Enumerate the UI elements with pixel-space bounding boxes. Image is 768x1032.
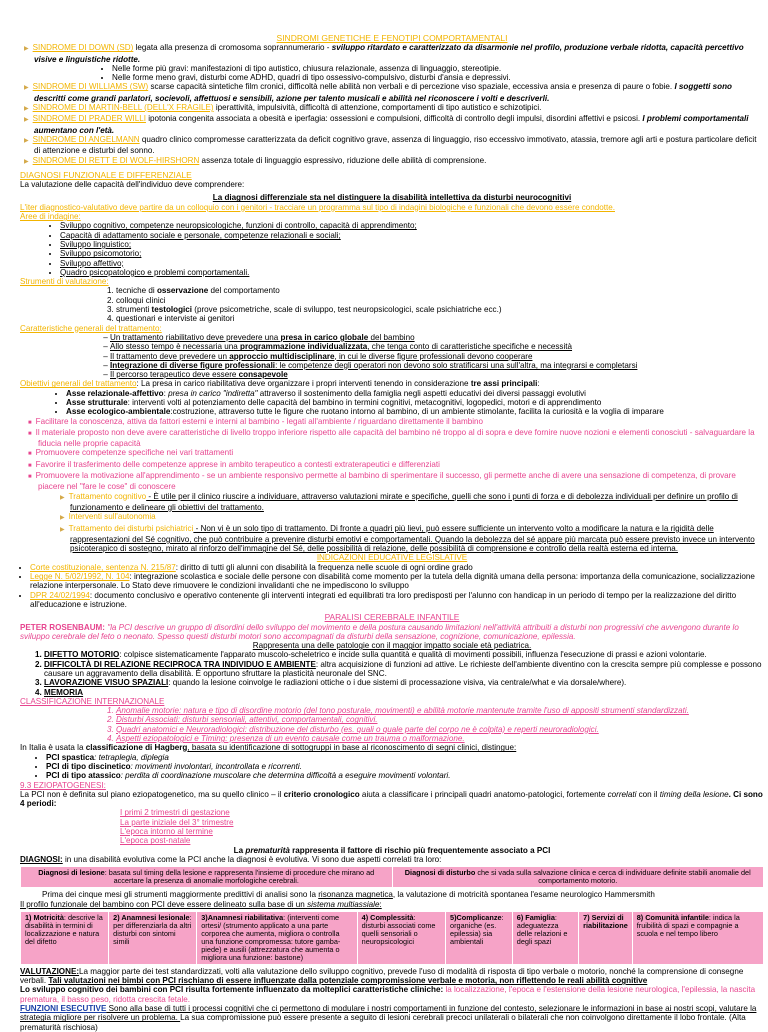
- strumenti-pre: colloqui clinici: [116, 295, 166, 305]
- sviluppo-bold: Lo sviluppo cognitivo dei bambini con PCI risulta fortemente influenzato da molteplici caratteristiche cliniche:: [20, 985, 446, 995]
- strumenti-heading: Strumenti di valutazione:: [20, 277, 109, 287]
- legislative-label: Legge N. 5/02/1992, N. 104: [30, 572, 130, 582]
- hagberg-item: [46, 762, 764, 771]
- strumenti-list: [20, 286, 764, 323]
- strumenti-item: [116, 296, 764, 305]
- syndrome-list: [20, 43, 764, 167]
- pink-bullet-list: [20, 417, 764, 492]
- valutazione-text: La maggior parte dei test standardizzati, volti alla valutazione dello sviluppo cognitivo, prevede l'uso di modalità di risposta di tipo verbale o motorio, nonché la comprensione di consegne verbali.: [20, 966, 744, 986]
- pci-item: [44, 688, 764, 697]
- strumenti-item: [116, 286, 764, 295]
- pci-bold: LAVORAZIONE VISUO SPAZIALI: [44, 678, 169, 688]
- diag-cell-bold: Diagnosi di lesione: [38, 868, 105, 878]
- hagberg-item-text: : perdita di coordinazione muscolare che determina difficoltà a eseguire movimenti volontari.: [120, 771, 451, 781]
- down-subitem: • Nelle forme meno gravi, disturbi come ADHD, quadri di tipo ossessivo-compulsivo, disturbi d'ansia e depressivi.: [112, 73, 764, 82]
- asse-bold: Asse strutturale: [66, 397, 128, 407]
- prematurita-pre: La: [233, 845, 246, 855]
- obiettivi-heading: Obiettivi generali del trattamento: [20, 379, 137, 389]
- syndrome-name: SINDROME DI RETT E DI WOLF-HIRSHORN: [32, 155, 200, 165]
- strumenti-pre: tecniche di: [116, 286, 157, 296]
- sviluppo-pink: la localizzazione, l'epoca e l'estensione della lesione neurologica, l'epilessia, la nascita prematura, il basso peso, ridotta crescita fetale.: [20, 985, 756, 1004]
- pci-list: [20, 650, 764, 696]
- strumenti-pre: questionari e interviste ai genitori: [116, 314, 235, 324]
- funzioni-block: [20, 1004, 764, 1032]
- caratt-pre: Il trattamento deve prevedere un: [110, 351, 230, 361]
- strumenti-item: [116, 305, 764, 314]
- ezio-post: aiuta a classificare i principali quadri anatomo-patologici, fortemente: [359, 789, 608, 799]
- ezio-end: con il: [636, 789, 660, 799]
- ezio-heading: 9.3 EZIOPATOGENESI:: [20, 780, 106, 790]
- pci-rosenbaum: [20, 623, 764, 642]
- hagberg-line: [20, 743, 764, 752]
- pci-item: [44, 650, 764, 659]
- hagberg-pre: In Italia è usata la: [20, 743, 86, 753]
- assi-cell-text: : disturbi associati come quelli sensoriali o neuropsicologici: [361, 912, 436, 946]
- caratt-bold: presa in carico globale: [280, 332, 369, 342]
- prima-pre: Prima dei cinque mesi gli strumenti maggiormente predittivi di analisi sono la: [42, 890, 319, 900]
- assi-table-cell: [357, 911, 445, 964]
- obiettivi-intro: : La presa in carico riabilitativa deve organizzare i propri interventi tenendo in considerazione: [136, 379, 471, 389]
- classif-item: 2. Disturbi Associati: disturbi sensoriali, attentivi, comportamentali, cognitivi.: [116, 715, 764, 724]
- pci-bold: DIFFICOLTÀ DI RELAZIONE RECIPROCA TRA INDIVIDUO E AMBIENTE: [44, 659, 316, 669]
- legislative-label: DPR 24/02/1994: [30, 590, 90, 600]
- assi-table-cell: [197, 911, 357, 964]
- asse-item: [66, 398, 764, 407]
- strumenti-post: del comportamento: [208, 286, 280, 296]
- assi-table-cell: [109, 911, 197, 964]
- profilo-line: [20, 900, 764, 909]
- caratt-heading: Caratteristiche generali del trattamento:: [20, 323, 162, 333]
- syndrome-item: [34, 156, 764, 167]
- caratt-item: [110, 370, 764, 379]
- hagberg-item: [46, 771, 764, 780]
- diag-table: [20, 866, 764, 888]
- caratt-post: : le competenze degli operatori non devono solo stratificarsi una sull'altra, ma integrarsi e completarsi: [275, 360, 638, 370]
- prematurita-line: [20, 846, 764, 855]
- syndrome-item: [34, 43, 764, 82]
- pci-text: : colpisce sistematicamente l'apparato muscolo-scheletrico e incide sulla quantità e qualità di movimenti possibili, influenza l'esecuzione di prassi e azioni volontarie.: [119, 650, 707, 660]
- pink-bullet-item: ■ Facilitare la conoscenza, attiva da fattori esterni e interni al bambino - legati all'ambiente / riguardano direttamente il bambino: [38, 417, 764, 428]
- assi-cell-bold: 6) Famiglia: [516, 912, 555, 922]
- down-subitems: [34, 64, 764, 83]
- syndrome-item: [34, 82, 764, 103]
- caratt-item: [110, 352, 764, 361]
- asse-text: :: [163, 388, 169, 398]
- classif-item: 4. Aspetti eziopatologici e Timing: presenza di un evento causale come un trauma o malformazione.: [116, 734, 764, 743]
- obiettivi-line: Obiettivi generali del trattamento: La presa in carico riabilitativa deve organizzare i propri interventi tenendo in considerazione tre assi principali:: [20, 379, 540, 389]
- syndrome-text: assenza totale di linguaggio espressivo, riduzione delle abilità di comprensione.: [199, 155, 487, 165]
- legislative-list: [20, 563, 764, 609]
- classif-item: 3. Quadri anatomici e Neuroradiologici: distribuzione del disturbo (es. quali o quale parte del corpo ne è colpita) e reperti neuroradiologici.: [116, 725, 764, 734]
- ezio-text: [20, 790, 764, 809]
- strumenti-pre: strumenti: [116, 305, 152, 315]
- legislative-item: [30, 572, 764, 591]
- tratt-label: Trattamento dei disturbi psichiatrici: [68, 523, 194, 533]
- tratt-list: [20, 492, 764, 554]
- syndrome-emphasis: I soggetti sono descritti come grandi parlatori, socievoli, affettuosi e sensibili, azione per talento musicali e abilità nel riconoscere i volti e descriverli.: [34, 82, 732, 103]
- funzioni-text: Sono alla base di tutti i processi cognitivi che ci permettono di modulare i nostri comportamenti in funzione del contesto, selezionare le informazioni in base ai nostri scopi, valutare la strategia migliore per risolvere un problema.: [20, 1004, 757, 1023]
- valutazione-label: VALUTAZIONE:: [20, 966, 80, 976]
- aree-item: • Sviluppo cognitivo, competenze neuropsicologiche, funzioni di controllo, capacità di apprendimento;: [60, 221, 764, 230]
- legislative-label: Corte costituzionale, sentenza N. 215/87: [30, 562, 176, 572]
- caratt-item: [110, 333, 764, 342]
- legislative-item: [30, 563, 764, 572]
- profilo-pre: Il profilo funzionale del bambino con PCI deve essere delineato sulla base di un: [20, 899, 308, 909]
- pci-item: [44, 678, 764, 687]
- sviluppo-block: [20, 985, 764, 1004]
- caratt-bold: approccio multidisciplinare: [229, 351, 335, 361]
- valutazione-bold: Tali valutazioni nei bimbi con PCI rischiano di essere influenzate dalla potenziale compromissione verbale e motoria, non riflettendo le reali abilità cognitive: [48, 976, 648, 986]
- syndrome-name: SINDROME DI PRADER WILLI: [32, 114, 146, 124]
- prima-underline: risonanza magnetica: [318, 890, 393, 900]
- hagberg-bold: classificazione di Hagberg: [85, 743, 188, 753]
- asse-italic: presa in carico "indiretta": [168, 388, 258, 398]
- caratt-pre: Il percorso terapeutico deve essere: [110, 370, 239, 380]
- doc-title: SINDROMI GENETICHE E FENOTIPI COMPORTAMENTALI: [276, 33, 508, 43]
- syndrome-name: SINDROME DI DOWN (SD): [32, 43, 134, 53]
- diag-table-cell: [392, 867, 764, 888]
- assi-cell-text: : descrive la disabilità in termini di localizzazione e natura del difetto: [25, 912, 103, 946]
- caratt-pre: Allo stesso tempo è necessaria una: [110, 342, 241, 352]
- diag-intro: La valutazione delle capacità dell'individuo deve comprendere:: [20, 180, 245, 190]
- syndrome-text: legata alla presenza di cromosoma soprannumerario -: [133, 43, 332, 53]
- diagnosi-label: DIAGNOSI:: [20, 854, 63, 864]
- assi-cell-bold: 5)Complicanze: [450, 912, 502, 922]
- hagberg-item-text: : tetraplegia, diplegia: [94, 752, 169, 762]
- syndrome-name: SINDROME DI WILLIAMS (SW): [32, 82, 149, 92]
- assi-cell-bold: 2) Anamnesi lesionale: [113, 912, 190, 922]
- syndrome-text: iperattività, impulsività, difficoltà di attenzione, comportamenti di tipo autistico e schizotipici.: [213, 103, 542, 113]
- syndrome-emphasis: sviluppo ritardato e caratterizzato da disarmonie nel profilo, produzione verbale ridotta, capacità percettivo visive e linguistiche ridotte.: [34, 43, 744, 64]
- assi-cell-text: : (interventi come ortesi/ (strumento applicato a una parte corporea che aumenta, migliora o controlla una funzione compromessa: tutore gamba-piede) e ausili (attrezzatura che aumenta o migliora una funzione: bastone): [201, 912, 341, 962]
- diag-cell-text: che si vada sulla salvazione clinica e cerca di individuare definite stabili anomalie del comportamento motorio.: [475, 868, 751, 886]
- asse-bold: Asse ecologico-ambientale: [66, 407, 171, 417]
- caratt-bold: Integrazione di diverse figure professionali: [110, 360, 276, 370]
- obiettivi-intro-bold: tre assi principali: [470, 379, 538, 389]
- assi-table-cell: [579, 911, 633, 964]
- periodi-list: [20, 808, 764, 845]
- caratt-post: , che tenga conto di caratteristiche specifiche e necessità: [367, 342, 573, 352]
- assi-cell-bold: 8) Comunità infantile: [636, 912, 709, 922]
- tratt-item: [70, 512, 764, 523]
- assi-cell-bold: 3)Anamnesi riabilitativa: [201, 912, 284, 922]
- ezio-bold: criterio cronologico: [283, 789, 360, 799]
- hagberg-item-bold: PCI spastica: [46, 752, 95, 762]
- aree-heading: Aree di indagine:: [20, 212, 81, 222]
- prima-line: [20, 890, 764, 899]
- hagberg-item: [46, 753, 764, 762]
- periodo-item: L'epoca intorno al termine: [120, 827, 213, 837]
- prima-post: , la valutazione di motricità spontanea l'esame neurologico Hammersmith: [392, 890, 655, 900]
- assi-list: [20, 389, 764, 417]
- rosenbaum-label: PETER ROSENBAUM:: [20, 622, 105, 632]
- pink-bullet-item: ■ Favorire il trasferimento delle competenze apprese in ambito terapeutico a contesti extraterapeutici e differenziati: [38, 460, 764, 471]
- aree-item: • Capacità di adattamento sociale e personale, competenze relazionali e sociali;: [60, 231, 764, 240]
- pci-text: : quando la lesione coinvolge le radiazioni ottiche o i due sistemi di processazione visiva, via centrale/what e via dorsale/where).: [168, 678, 627, 688]
- syndrome-text: quadro clinico compromesse caratterizzata da deficit cognitivo grave, assenza di linguaggio, riso eccessivo immotivato, atassia, tremore agli arti e postura particolare deficit di attenzione e disturbi del sonno.: [34, 134, 757, 156]
- strumenti-bold: testologici: [151, 305, 193, 315]
- assi-cell-text: : adeguatezza delle relazioni e degli spazi: [516, 912, 568, 946]
- asse-bold: Asse relazionale-affettivo: [66, 388, 164, 398]
- ezio-italic: correlati: [607, 789, 637, 799]
- caratt-bold: consapevole: [238, 370, 288, 380]
- pci-heading: PARALISI CEREBRALE INFANTILE: [324, 612, 460, 623]
- strumenti-post: (prove psicometriche, scale di sviluppo, test neuropsicologici, scale psichiatriche ecc.): [192, 305, 502, 315]
- tratt-text: - È utile per il clinico riuscire a individuare, attraverso valutazioni mirate e specifiche, quelli che sono i punti di forza e di debolezza individuali per definire un profilo di funzionamento e delineare gli obiettivi del trattamento.: [70, 491, 738, 512]
- legislative-text: : documento conclusivo e operativo contenente gli interventi integrati ed equilibrati tra loro predisposti per l'alunno con handicap in un periodo di tempo per la realizzazione del diritto all'educazione e istruzione.: [30, 590, 737, 609]
- hagberg-item-text: : movimenti involontari, incontrollata e ricorrenti.: [130, 761, 302, 771]
- hagberg-item-bold: PCI di tipo atassico: [46, 771, 121, 781]
- periodo-item: I primi 2 trimestri di gestazione: [120, 808, 230, 818]
- syndrome-item: [34, 114, 764, 135]
- caratt-bold: programmazione individualizzata: [240, 342, 368, 352]
- diag-diff: La diagnosi differenziale sta nel distinguere la disabilità intellettiva da disturbi neurocognitivi: [212, 193, 572, 203]
- syndrome-text: scarse capacità sintetiche film cronici, difficoltà nelle abilità non verbali e di percezione viso spaziale, eccessiva ansia e presenza di paure o fobie.: [148, 82, 675, 92]
- valutazione-block: [20, 967, 764, 986]
- legislative-item: [30, 591, 764, 610]
- diag-cell-bold: Diagnosi di disturbo: [404, 868, 476, 878]
- syndrome-emphasis: I problemi comportamentali aumentano con l'età.: [34, 114, 749, 135]
- caratt-post: , in cui le diverse figure professionali devono cooperare: [334, 351, 533, 361]
- hagberg-list: [20, 753, 764, 781]
- down-subitem: • Nelle forme più gravi: manifestazioni di tipo autistico, chiusura relazionale, assenza di linguaggio, stereotipie.: [112, 64, 764, 73]
- indic-heading: INDICAZIONI EDUCATIVE LEGISLATIVE: [316, 553, 468, 563]
- caratt-pre: Un trattamento riabilitativo deve prevedere una: [110, 332, 281, 342]
- pci-item: [44, 660, 764, 679]
- assi-table-cell: [21, 911, 109, 964]
- aree-list: [20, 221, 764, 277]
- ezio-timing: timing della lesione: [659, 789, 729, 799]
- funzioni-tail: La sua compromissione può essere presente a seguito di lesioni cerebrali precoci unilaterali o bilaterali che non coinvolgono direttamente il lobo frontale. (Alta prematurità rischiosa): [20, 1013, 746, 1032]
- diag-cell-text: : basata sul timing della lesione e rappresenta l'insieme di procedure che mirano ad accertare la presenza di anomalie morfologiche cerebrali.: [104, 868, 375, 886]
- pink-bullet-item: ■ Promuovere la motivazione all'apprendimento - se un ambiente responsivo permette al bambino di sperimentare il successo, gli permette anche di avere una sensazione di competenza, di provare piacere nel "fare le cose" di conoscere: [38, 471, 764, 492]
- diag-heading: DIAGNOSI FUNZIONALE E DIFFERENZIALE: [20, 169, 192, 180]
- assi-cell-bold: 7) Servizi di riabilitazione: [583, 912, 628, 930]
- asse-item: [66, 389, 764, 398]
- diag-table-cell: [21, 867, 393, 888]
- rosenbaum-quote: "la PCI descrive un gruppo di disordini dello sviluppo del movimento e della postura causando limitazioni nell'attività attribuiti a disturbi non progressivi che avvengono durante lo sviluppo cerebrale del feto o neonato. Spesso questi disturbi motori sono accompagnati da disturbi della sensazione, cognizione, comunicazione, epilessia.: [20, 622, 739, 641]
- caratt-list: [20, 333, 764, 379]
- diagnosi-text: in una disabilità evolutiva come la PCI anche la diagnosi è evolutiva. Vi sono due aspetti correlati tra loro:: [62, 854, 442, 864]
- asse-rest: attraverso il sostenimento della famiglia negli aspetti educativi dei diversi passaggi evolutivi: [257, 388, 586, 398]
- pink-bullet-item: ■ Promuovere competenze specifiche nei vari trattamenti: [38, 448, 764, 459]
- assi-cell-text: : organiche (es. epilessia) sia ambientali: [450, 912, 504, 946]
- syndrome-name: SINDROME DI MARTIN-BELL (DELL'X FRAGILE): [32, 103, 214, 113]
- prematurita-italic: prematurità: [245, 845, 290, 855]
- hagberg-item-bold: PCI di tipo discinetico: [46, 761, 131, 771]
- pci-subhead: Rappresenta una delle patologie con il maggior impatto sociale età pediatrica.: [252, 641, 532, 651]
- prematurita-post: rappresenta il fattore di rischio più frequentemente associato a PCI: [289, 845, 551, 855]
- diagnosi-line: [20, 855, 764, 864]
- profilo-italic: sistema multiassiale: [307, 899, 380, 909]
- strumenti-bold: osservazione: [156, 286, 209, 296]
- hagberg-post: , basata su identificazione di sottogruppi in base al riconoscimento di segni clinici, distingue:: [187, 743, 517, 753]
- pink-bullet-item: ■ Il materiale proposto non deve avere caratteristiche di livello troppo inferiore rispetto alle capacità del bambino né troppo al di sopra e deve fornire nuove nozioni e elementi conosciuti - salvaguardare la fiducia nelle proprie capacità: [38, 428, 764, 449]
- legislative-text: : diritto di tutti gli alunni con disabilità la frequenza nelle scuole di ogni ordine grado: [175, 562, 473, 572]
- assi-cell-text: : per differenziarla da altri disturbi con sintomi simili: [113, 912, 192, 946]
- caratt-item: [110, 342, 764, 351]
- syndrome-name: SINDROME DI ANGELMANN: [32, 134, 140, 144]
- iter-line: L'iter diagnostico-valutativo deve partire da un colloquio con i genitori - tracciare un programma sul tipo di indagini biologiche e funzionali che devono essere condotte.: [20, 202, 615, 212]
- aree-item: • Sviluppo affettivo;: [60, 259, 764, 268]
- funzioni-label: FUNZIONI ESECUTIVE: [20, 1004, 107, 1014]
- tratt-item: [70, 524, 764, 554]
- assi-cell-bold: 4) Complessità: [361, 912, 414, 922]
- classif-item: 1. Anomalie motorie: natura e tipo di disordine motorio (del tono posturale, movimenti) e abilità motorie mantenute tramite l'uso di appositi strumenti standardizzati.: [116, 706, 764, 715]
- caratt-item: [110, 361, 764, 370]
- aree-item: • Quadro psicopatologico e problemi comportamentali.: [60, 268, 764, 277]
- caratt-post: del bambino: [368, 332, 415, 342]
- tratt-text: - Non vi è un solo tipo di trattamento. Di fronte a quadri più lievi, può essere sufficiente un intervento volto a modificare la natura e la rigidità delle rappresentazioni del Sé cognitivo, che può contribuire a prevenire disturbi emotivi e comportamentali. Quando la debolezza del sé appare più marcata può essere previsto invece un intervento psicoterapico di sostegno, mirato al rinforzo dell'immagine del Sé, delle possibilità di relazione, delle possibilità di comprensione e controllo della realtà esterna ed interna.: [70, 523, 755, 554]
- syndrome-item: [34, 135, 764, 156]
- assi-table-cell: [632, 911, 763, 964]
- tratt-label: Interventi sull'autonomia: [68, 512, 156, 522]
- legislative-text: : integrazione scolastica e sociale delle persone con disabilità come momento per la tutela della dignità umana della persona: importanza della comunicazione, socializzazione relazione interpersonale. Lo Stato deve rimuovere le condizioni invalidanti che ne impediscono lo sviluppo: [30, 572, 755, 591]
- profilo-post: :: [379, 899, 382, 909]
- periodo-item: La parte iniziale del 3° trimestre: [120, 817, 234, 827]
- pci-bold: DIFETTO MOTORIO: [44, 650, 120, 660]
- ezio-pre: La PCI non è definita sul piano eziopatogenetico, ma su quello clinico – il: [20, 789, 284, 799]
- ezio-periodi: . Ci sono 4 periodi:: [20, 789, 763, 809]
- syndrome-text: ipotonia congenita associata a obesità e iperfagia: ossessioni e compulsioni, difficoltà di controllo degli impulsi, disordini affettivi e psicosi.: [145, 114, 643, 124]
- asse-text: :costruzione, attraverso tutte le figure che ruotano intorno al bambino, di un ambiente stimolante, facilita la curiosità e la voglia di imparare: [170, 407, 664, 417]
- assi-cell-bold: 1) Motricità: [25, 912, 64, 922]
- pci-bold: MEMORIA: [44, 687, 84, 697]
- classif-heading: CLASSIFICAZIONE INTERNAZIONALE: [20, 696, 165, 706]
- assi-cell-text: : indica la fruibilità di spazi e compagnie a scuola e nel tempo libero: [636, 912, 740, 938]
- assi-table-cell: [512, 911, 578, 964]
- classif-list: [20, 706, 764, 743]
- tratt-label: Trattamento cognitivo: [68, 491, 147, 501]
- asse-text: : interventi volti al potenziamento delle capacità del bambino in termini cognitivi, metacognitivi, logopedici, motori e di apprendimento: [127, 397, 602, 407]
- assi-table: [20, 911, 764, 965]
- assi-table-cell: [446, 911, 513, 964]
- pci-text: : altra acquisizione di funzioni ad attive. Le richieste dell'ambiente diventino con la crescita sempre più complesse e possono causare un aggravamento della disabilità. È opportuno sfruttare la plasticità neuronale del SNC.: [44, 659, 762, 678]
- strumenti-item: [116, 314, 764, 323]
- tratt-item: [70, 492, 764, 513]
- aree-item: • Sviluppo psicomotorio;: [60, 249, 764, 258]
- asse-item: [66, 407, 764, 416]
- syndrome-item: [34, 103, 764, 114]
- periodo-item: L'epoca post-natale: [120, 836, 191, 846]
- aree-item: • Sviluppo linguistico;: [60, 240, 764, 249]
